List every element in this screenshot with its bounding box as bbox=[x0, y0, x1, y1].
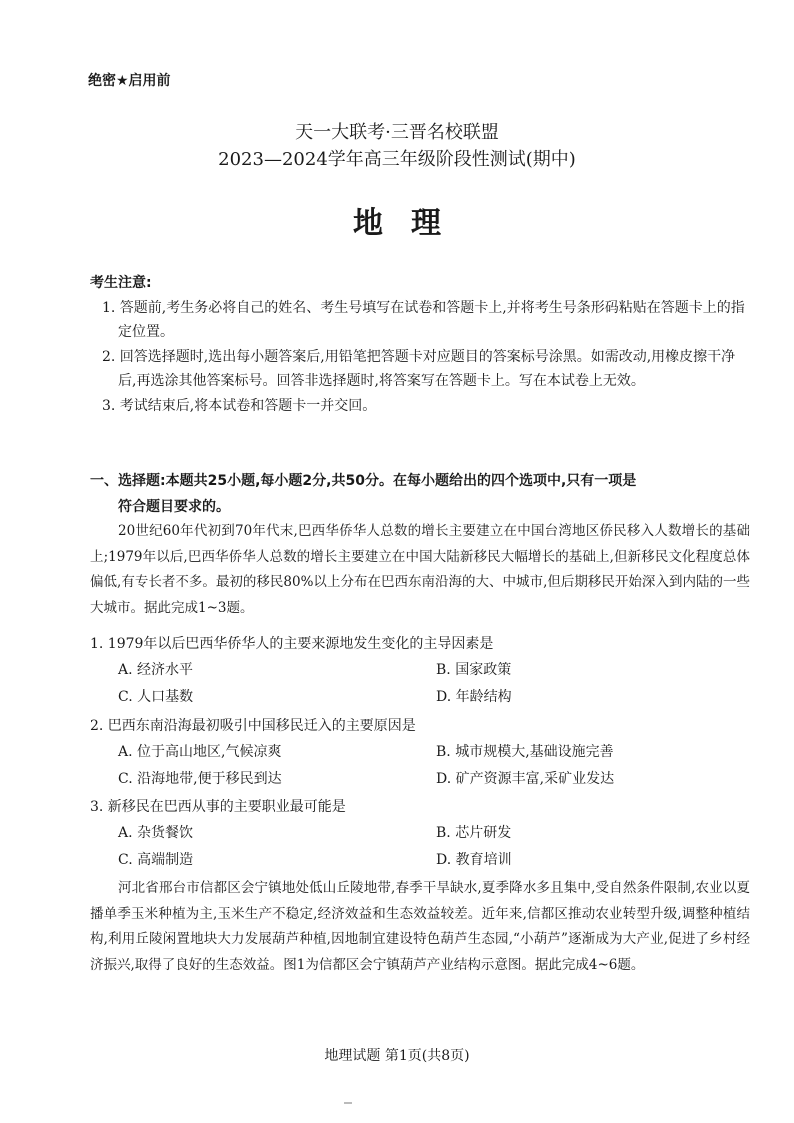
option-c: C. 沿海地带,便于移民到达 bbox=[118, 771, 282, 787]
notice-list bbox=[90, 296, 750, 419]
option-c: C. 高端制造 bbox=[118, 852, 194, 868]
question-options bbox=[90, 820, 750, 874]
exam-title-line2: 2023—2024学年高三年级阶段性测试(期中) bbox=[218, 149, 576, 170]
question-2 bbox=[90, 713, 750, 793]
option-c: C. 人口基数 bbox=[118, 689, 194, 705]
question-stem: 3. 新移民在巴西从事的主要职业最可能是 bbox=[90, 799, 346, 815]
question-options bbox=[90, 657, 750, 711]
passage-1: 20世纪60年代初到70年代末,巴西华侨华人总数的增长主要建立在中国台湾地区侨民移入人数增长的基础上;1979年以后,巴西华侨华人总数的增长主要建立在中国大陆新移民大幅增长的基础上,但新移民文化程度总体偏低,有专长者不多。最初的移民80%以上分布在巴西东南沿海的大、中城市,但后期移民开始深入到内陆的一些大城市。据此完成1~3题。 bbox=[90, 523, 750, 616]
notice-item: 2. 回答选择题时,选出每小题答案后,用铅笔把答题卡对应题目的答案标号涂黑。如需改动,用橡皮擦干净后,再选涂其他答案标号。回答非选择题时,将答案写在答题卡上。写在本试卷上无效。 bbox=[102, 349, 736, 389]
notice-item: 1. 答题前,考生务必将自己的姓名、考生号填写在试卷和答题卡上,并将考生号条形码粘贴在答题卡上的指定位置。 bbox=[102, 300, 745, 340]
option-d: D. 年龄结构 bbox=[436, 689, 512, 705]
question-stem: 1. 1979年以后巴西华侨华人的主要来源地发生变化的主导因素是 bbox=[90, 636, 494, 652]
section-heading-line1: 一、选择题:本题共25小题,每小题2分,共50分。在每小题给出的四个选项中,只有一项是 bbox=[90, 473, 637, 489]
notice-title: 考生注意: bbox=[90, 275, 152, 291]
question-options bbox=[90, 739, 750, 793]
subject-title: 地理 bbox=[353, 206, 469, 241]
question-stem: 2. 巴西东南沿海最初吸引中国移民迁入的主要原因是 bbox=[90, 718, 416, 734]
option-a: A. 经济水平 bbox=[118, 662, 194, 678]
section-heading bbox=[90, 468, 750, 520]
option-d: D. 教育培训 bbox=[436, 852, 512, 868]
question-1 bbox=[90, 631, 750, 711]
option-a: A. 位于高山地区,气候凉爽 bbox=[118, 744, 282, 760]
question-3 bbox=[90, 794, 750, 874]
confidential-label: 绝密★启用前 bbox=[88, 73, 171, 89]
option-b: B. 城市规模大,基础设施完善 bbox=[436, 744, 614, 760]
page-footer: 地理试题 第1页(共8页) bbox=[324, 1048, 470, 1064]
option-d: D. 矿产资源丰富,采矿业发达 bbox=[436, 771, 615, 787]
scan-mark bbox=[344, 1102, 352, 1104]
notice-item: 3. 考试结束后,将本试卷和答题卡一并交回。 bbox=[102, 398, 377, 414]
option-b: B. 芯片研发 bbox=[436, 825, 512, 841]
option-b: B. 国家政策 bbox=[436, 662, 512, 678]
option-a: A. 杂货餐饮 bbox=[118, 825, 194, 841]
exam-title-line1: 天一大联考·三晋名校联盟 bbox=[295, 122, 499, 143]
passage-2: 河北省邢台市信都区会宁镇地处低山丘陵地带,春季干旱缺水,夏季降水多且集中,受自然条件限制,农业以夏播单季玉米种植为主,玉米生产不稳定,经济效益和生态效益较差。近年来,信都区推动农业转型升级,调整种植结构,利用丘陵闲置地块大力发展葫芦种植,因地制宜建设特色葫芦生态园,“小葫芦”逐渐成为大产业,促进了乡村经济振兴,取得了良好的生态效益。图1为信都区会宁镇葫芦产业结构示意图。据此完成4~6题。 bbox=[90, 880, 750, 973]
section-heading-line2: 符合题目要求的。 bbox=[118, 499, 230, 515]
